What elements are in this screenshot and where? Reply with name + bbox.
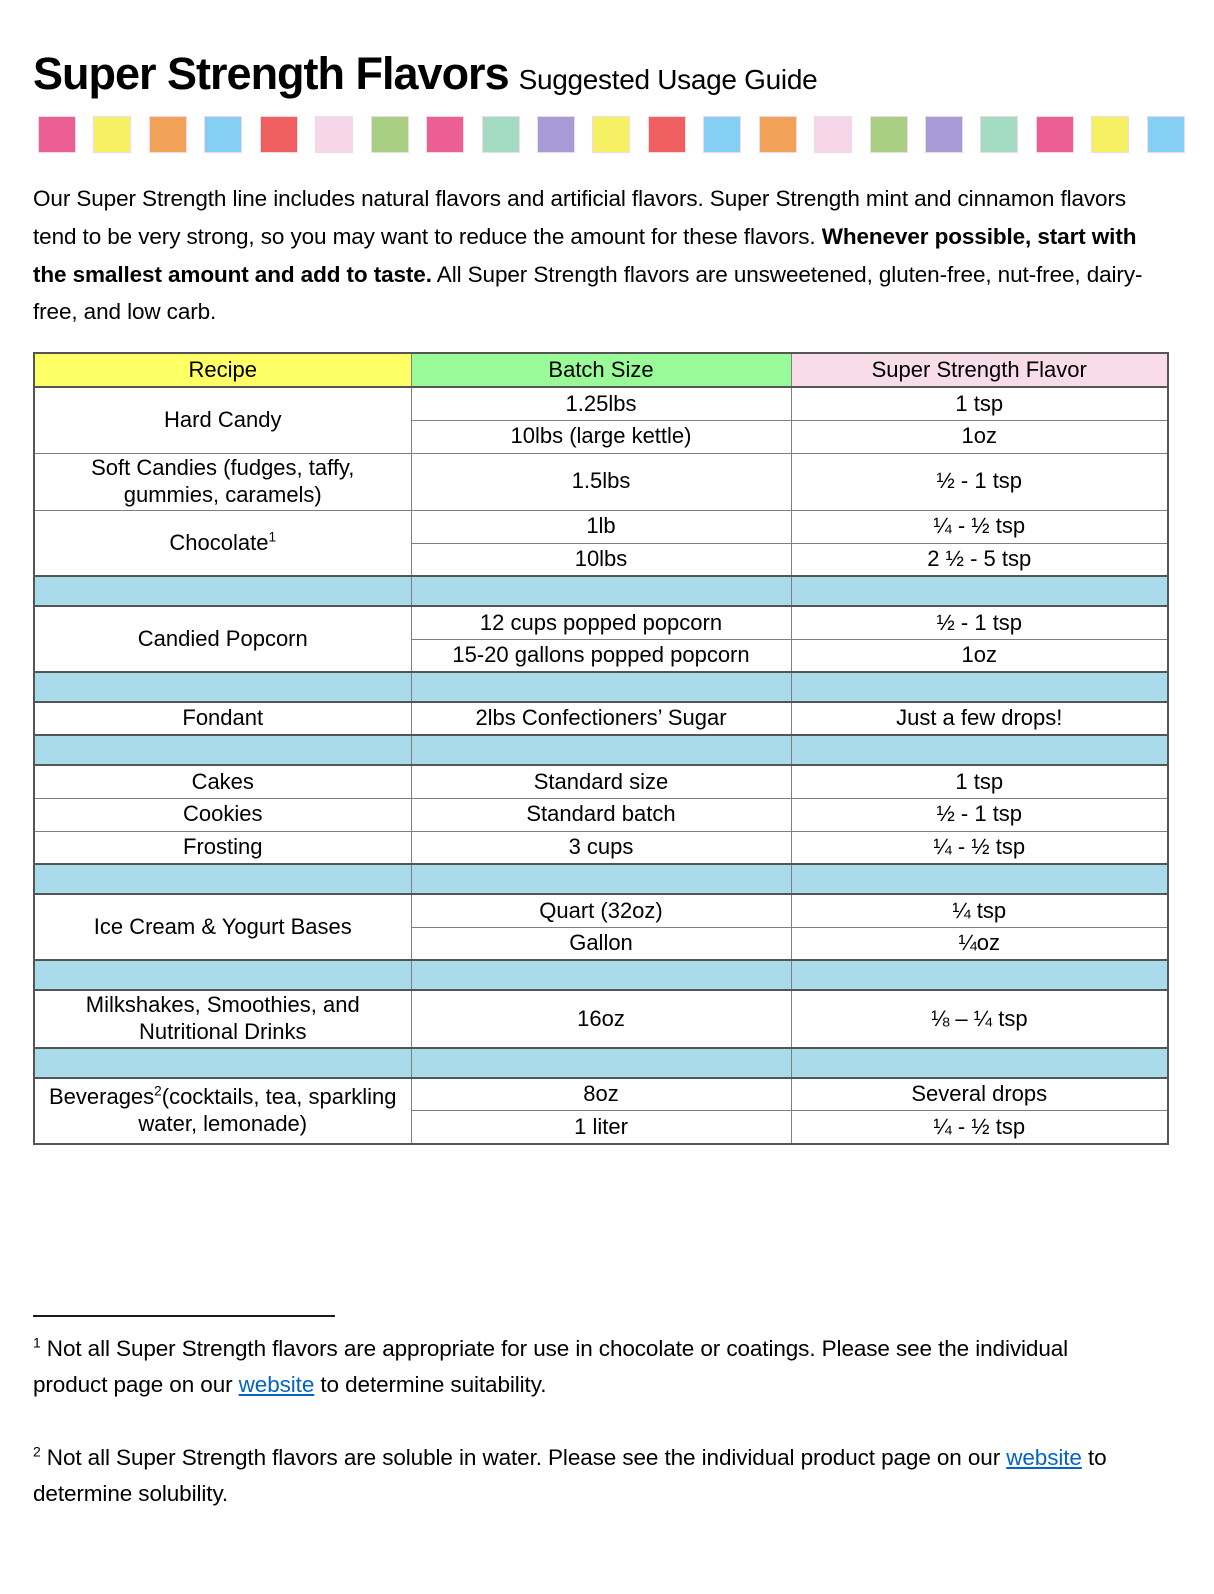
intro-paragraph bbox=[33, 180, 1143, 331]
color-stripe bbox=[38, 116, 1185, 153]
flavor-cell: ½ - 1 tsp bbox=[791, 798, 1168, 831]
footnote-2-number: 2 bbox=[33, 1443, 41, 1460]
table-row bbox=[34, 894, 1168, 927]
flavor-cell: 1 tsp bbox=[791, 387, 1168, 420]
intro-text-after: All Super Strength flavors are unsweetened, gluten-free, nut-free, dairy-free, and low carb. bbox=[33, 261, 1143, 325]
col-header-flavor: Super Strength Flavor bbox=[791, 353, 1168, 387]
page-title bbox=[33, 48, 1167, 100]
stripe-square bbox=[93, 116, 131, 153]
flavor-cell: 1 tsp bbox=[791, 765, 1168, 798]
batch-cell: 1.25lbs bbox=[411, 387, 791, 420]
table-row bbox=[34, 453, 1168, 510]
table-row bbox=[34, 831, 1168, 864]
batch-cell: 10lbs (large kettle) bbox=[411, 420, 791, 453]
flavor-cell: ⅛ – ¼ tsp bbox=[791, 990, 1168, 1048]
usage-table bbox=[33, 352, 1169, 1145]
batch-cell: 8oz bbox=[411, 1078, 791, 1111]
stripe-square bbox=[1091, 116, 1129, 153]
flavor-cell: Several drops bbox=[791, 1078, 1168, 1111]
batch-cell: 3 cups bbox=[411, 831, 791, 864]
flavor-cell: ¼ - ½ tsp bbox=[791, 1111, 1168, 1144]
batch-cell: Gallon bbox=[411, 927, 791, 960]
spacer-row bbox=[34, 864, 1168, 894]
col-header-recipe: Recipe bbox=[34, 353, 411, 387]
stripe-square bbox=[537, 116, 575, 153]
stripe-square bbox=[204, 116, 242, 153]
footnote-1-text-before: Not all Super Strength flavors are appropriate for use in chocolate or coatings. Please see the individual product page on our bbox=[33, 1335, 1069, 1398]
stripe-square bbox=[38, 116, 76, 153]
recipe-cell: Hard Candy bbox=[34, 387, 411, 453]
stripe-square bbox=[980, 116, 1018, 153]
table-row bbox=[34, 702, 1168, 735]
batch-cell: 2lbs Confectioners’ Sugar bbox=[411, 702, 791, 735]
batch-cell: 10lbs bbox=[411, 543, 791, 576]
footnote-ref-1: 1 bbox=[268, 529, 277, 545]
table-row bbox=[34, 387, 1168, 420]
recipe-cell: Frosting bbox=[34, 831, 411, 864]
flavor-cell: ¼ - ½ tsp bbox=[791, 510, 1168, 543]
table-row bbox=[34, 1078, 1168, 1111]
recipe-cell: Soft Candies (fudges, taffy, gummies, caramels) bbox=[34, 453, 411, 510]
stripe-square bbox=[149, 116, 187, 153]
stripe-square bbox=[814, 116, 852, 153]
spacer-row bbox=[34, 576, 1168, 606]
table-row bbox=[34, 606, 1168, 639]
website-link-1[interactable]: website bbox=[238, 1372, 315, 1398]
flavor-cell: ½ - 1 tsp bbox=[791, 606, 1168, 639]
footnote-2-text-before: Not all Super Strength flavors are soluble in water. Please see the individual product page on our bbox=[40, 1444, 1007, 1470]
stripe-square bbox=[482, 116, 520, 153]
stripe-square bbox=[260, 116, 298, 153]
table-row bbox=[34, 798, 1168, 831]
table-row bbox=[34, 510, 1168, 543]
spacer-row bbox=[34, 735, 1168, 765]
website-link-2[interactable]: website bbox=[1006, 1444, 1082, 1470]
recipe-cell: Fondant bbox=[34, 702, 411, 735]
flavor-cell: 1oz bbox=[791, 420, 1168, 453]
recipe-text-rest: (cocktails, tea, sparkling water, lemonade) bbox=[138, 1084, 397, 1136]
subtitle-text: Suggested Usage Guide bbox=[518, 64, 818, 95]
footnote-2 bbox=[33, 1440, 1143, 1513]
table-row bbox=[34, 990, 1168, 1048]
recipe-cell: Candied Popcorn bbox=[34, 606, 411, 672]
batch-cell: 1.5lbs bbox=[411, 453, 791, 510]
footnote-1-number: 1 bbox=[33, 1334, 41, 1351]
stripe-square bbox=[1036, 116, 1074, 153]
footnote-ref-2: 2 bbox=[154, 1083, 162, 1099]
intro-text-bold: Whenever possible, start with the smallest amount and add to taste. bbox=[33, 223, 1137, 287]
spacer-row bbox=[34, 672, 1168, 702]
table-header-row bbox=[34, 353, 1168, 387]
batch-cell: Standard size bbox=[411, 765, 791, 798]
stripe-square bbox=[315, 116, 353, 153]
flavor-cell: 2 ½ - 5 tsp bbox=[791, 543, 1168, 576]
stripe-square bbox=[371, 116, 409, 153]
batch-cell: 12 cups popped popcorn bbox=[411, 606, 791, 639]
batch-cell: Quart (32oz) bbox=[411, 894, 791, 927]
stripe-square bbox=[426, 116, 464, 153]
stripe-square bbox=[592, 116, 630, 153]
stripe-square bbox=[925, 116, 963, 153]
stripe-square bbox=[703, 116, 741, 153]
stripe-square bbox=[759, 116, 797, 153]
recipe-cell: Cakes bbox=[34, 765, 411, 798]
recipe-cell bbox=[34, 1078, 411, 1144]
col-header-batch-size: Batch Size bbox=[411, 353, 791, 387]
flavor-cell: ½ - 1 tsp bbox=[791, 453, 1168, 510]
batch-cell: 15-20 gallons popped popcorn bbox=[411, 639, 791, 672]
recipe-text: Beverages bbox=[48, 1084, 155, 1110]
spacer-row bbox=[34, 960, 1168, 990]
stripe-square bbox=[648, 116, 686, 153]
footnote-separator bbox=[33, 1315, 335, 1317]
stripe-square bbox=[870, 116, 908, 153]
recipe-text: Chocolate bbox=[169, 529, 269, 555]
spacer-row bbox=[34, 1048, 1168, 1078]
batch-cell: Standard batch bbox=[411, 798, 791, 831]
recipe-cell: Ice Cream & Yogurt Bases bbox=[34, 894, 411, 960]
flavor-cell: Just a few drops! bbox=[791, 702, 1168, 735]
footnote-1-text-after: to determine suitability. bbox=[314, 1372, 547, 1398]
recipe-cell bbox=[34, 510, 411, 576]
flavor-cell: 1oz bbox=[791, 639, 1168, 672]
recipe-cell: Cookies bbox=[34, 798, 411, 831]
stripe-square bbox=[1147, 116, 1185, 153]
batch-cell: 16oz bbox=[411, 990, 791, 1048]
intro-text-before: Our Super Strength line includes natural flavors and artificial flavors. Super Strength mint and cinnamon flavors tend to be very strong, so you may want to reduce the amount for these flavors. bbox=[33, 186, 1127, 249]
title-text: Super Strength Flavors bbox=[33, 48, 509, 99]
flavor-cell: ¼ tsp bbox=[791, 894, 1168, 927]
batch-cell: 1 liter bbox=[411, 1111, 791, 1144]
batch-cell: 1lb bbox=[411, 510, 791, 543]
footnote-1 bbox=[33, 1331, 1143, 1404]
flavor-cell: ¼oz bbox=[791, 927, 1168, 960]
flavor-cell: ¼ - ½ tsp bbox=[791, 831, 1168, 864]
recipe-cell: Milkshakes, Smoothies, and Nutritional Drinks bbox=[34, 990, 411, 1048]
footnote-2-text-after: to determine solubility. bbox=[33, 1444, 1107, 1507]
table-row bbox=[34, 765, 1168, 798]
